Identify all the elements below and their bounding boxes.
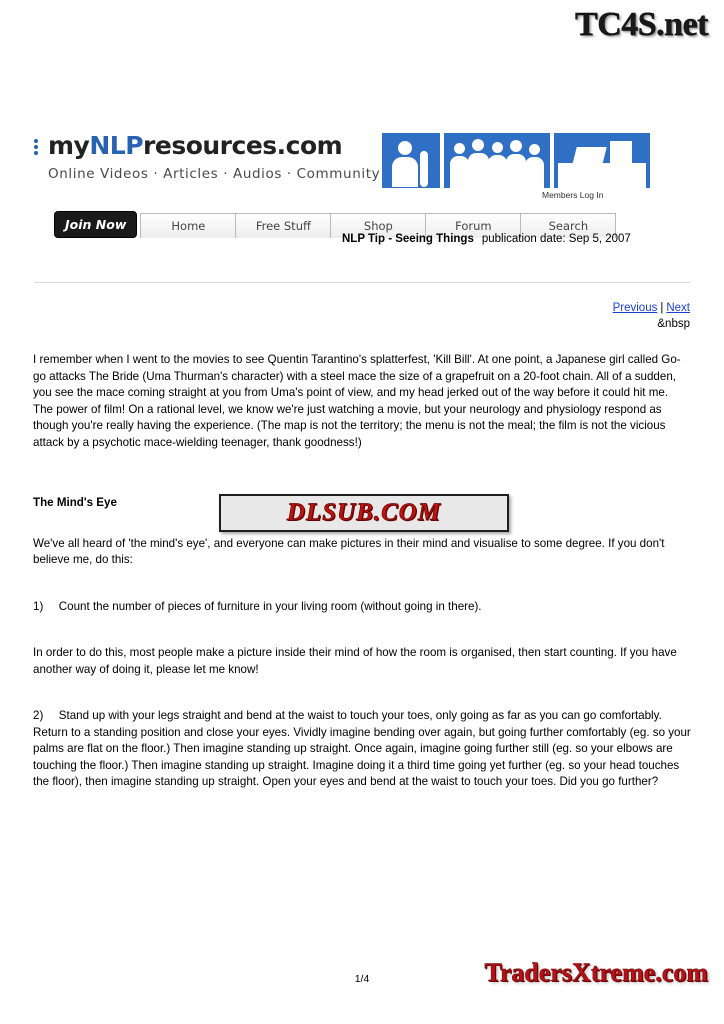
nav-item-search[interactable]: Search — [520, 213, 616, 238]
pager — [613, 302, 690, 314]
logo-part-resources: resources.com — [143, 131, 343, 160]
previous-link[interactable]: Previous — [612, 302, 658, 314]
spacer-4 — [33, 615, 691, 645]
nav-item-home[interactable]: Home — [140, 213, 236, 238]
dlsub-watermark — [219, 494, 509, 532]
nav-item-join-now[interactable]: Join Now — [54, 211, 137, 238]
nbsp-text: &nbsp — [657, 318, 690, 330]
site-logo[interactable] — [34, 131, 379, 182]
banner-tile-group-icon — [444, 133, 550, 188]
spacer-5 — [33, 678, 691, 708]
spacer-1 — [33, 451, 691, 495]
article-paragraph-2: We've all heard of 'the mind's eye', and everyone can make pictures in their mind and visualise to some degree. If you don't believe me, do this: — [33, 536, 665, 566]
article-title: NLP Tip - Seeing Things — [342, 233, 474, 245]
logo-text — [34, 131, 379, 160]
header-divider — [34, 282, 690, 283]
members-login-link[interactable]: Members Log In — [542, 190, 604, 200]
banner-tile-figure-icon — [382, 133, 440, 188]
next-link[interactable]: Next — [666, 302, 690, 314]
logo-tagline: Online Videos · Articles · Audios · Community — [48, 166, 381, 182]
publication-date: publication date: Sep 5, 2007 — [481, 233, 631, 245]
dlsub-watermark-text: DLSUB.COM — [286, 499, 442, 526]
nav-item-shop[interactable]: Shop — [330, 213, 426, 238]
article-list-item-1: 1) Count the number of pieces of furniture in your living room (without going in there). — [33, 599, 482, 613]
spacer-3 — [33, 569, 691, 599]
section-heading-minds-eye: The Mind's Eye — [33, 496, 117, 509]
pager-separator: | — [660, 302, 664, 314]
tradersxtreme-watermark: TradersXtreme.com — [484, 958, 708, 987]
logo-part-my: my — [48, 131, 90, 160]
site-header — [34, 131, 638, 236]
article-content — [33, 352, 695, 791]
article-intro-paragraph: I remember when I went to the movies to see Quentin Tarantino's splatterfest, 'Kill Bill'. At one point, a Japanese girl called Go-go attacks The Bride (Uma Thurman's character) with a steel mace the size of a grapefruit on a 20-foot chain. All of a sudden, you see the mace coming straight at you from Uma's point of view, and my head jerked out of the way before it could hit me. The power of film! On a rational level, we know we're just watching a movie, but your neurology and physiology respond as though you're really having the experience. (The map is not the territory; the menu is not the meal; the film is not the vicious attack by a psychotic mace-wielding teenager, thank goodness!) — [33, 353, 681, 449]
tc4s-watermark: TC4S.net — [575, 6, 708, 43]
publication-line — [342, 233, 631, 245]
banner-tile-landscape-icon — [554, 133, 650, 188]
page-number: 1/4 — [354, 973, 370, 985]
logo-dots-icon — [34, 137, 46, 157]
logo-part-nlp: NLP — [89, 131, 144, 160]
article-list-item-2: 2) Stand up with your legs straight and bend at the waist to touch your toes, only going as far as you can go comfortably. Return to a standing position and close your eyes. Vividly imagine bending over again, but going further comfortably (eg. so your palms are flat on the floor.) Then imagine standing up straight. Once again, imagine going further still (eg. so your elbows are touching the floor.) Then imagine standing up straight. Imagine doing it a third time going yet further (eg. so your head touches the floor), then imagine standing up straight. Open your eyes and bend at the waist to touch your toes. Did you go further? — [33, 709, 695, 788]
nav-item-forum[interactable]: Forum — [425, 213, 521, 238]
banner-tiles — [382, 133, 650, 188]
article-paragraph-3: In order to do this, most people make a picture inside their mind of how the room is organised, then start counting. If you have another way of doing it, please let me know! — [33, 646, 677, 676]
nav-item-free-stuff[interactable]: Free Stuff — [235, 213, 331, 238]
